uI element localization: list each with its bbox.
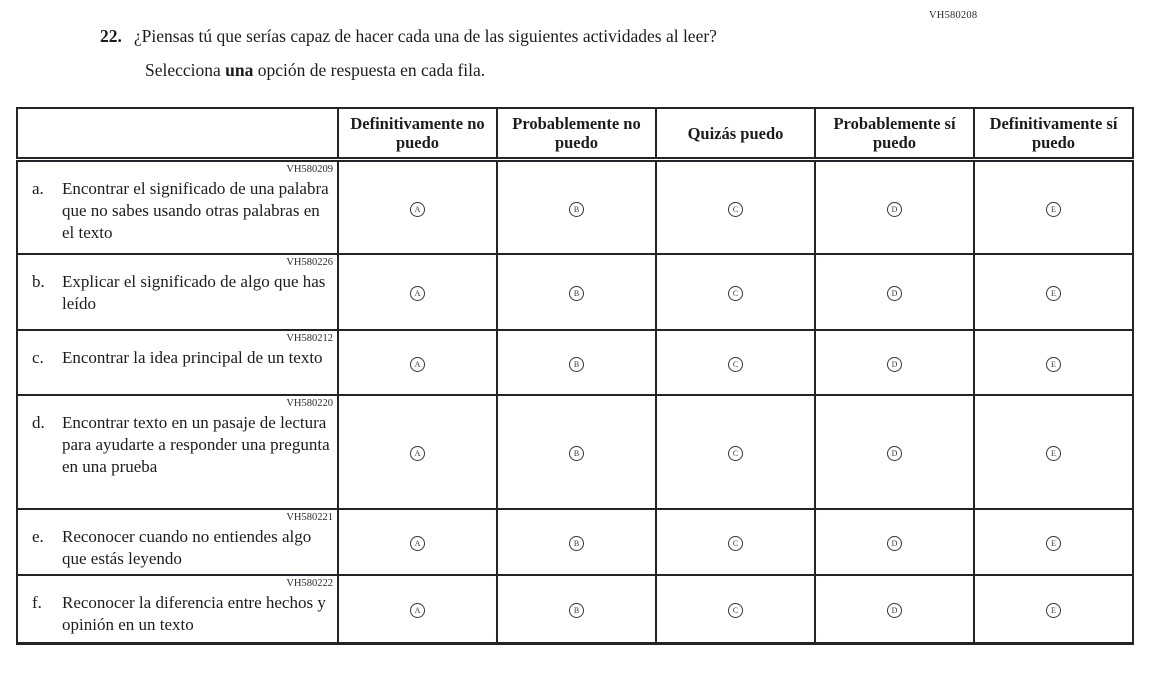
option-bubble-e[interactable]: E — [1046, 286, 1061, 301]
table-row — [17, 254, 1133, 330]
row-item-label — [18, 176, 337, 248]
option-cell — [974, 395, 1133, 509]
option-cell — [656, 160, 815, 255]
row-item-label — [18, 410, 337, 482]
option-cell — [815, 575, 974, 644]
option-cell — [656, 330, 815, 395]
option-cell — [497, 395, 656, 509]
row-label-cell — [17, 509, 338, 575]
row-label-cell — [17, 254, 338, 330]
option-bubble-d[interactable]: D — [887, 202, 902, 217]
option-bubble-d[interactable]: D — [887, 286, 902, 301]
option-cell — [815, 160, 974, 255]
row-item-label — [18, 345, 337, 373]
row-item-text: Encontrar el significado de una palabra que no sabes usando otras palabras en el texto — [62, 179, 329, 242]
row-item-code: VH580209 — [286, 164, 333, 175]
option-bubble-c[interactable]: C — [728, 286, 743, 301]
row-item-code: VH580226 — [286, 257, 333, 268]
option-bubble-c[interactable]: C — [728, 603, 743, 618]
option-cell — [497, 330, 656, 395]
header-probably-cannot: Probablemente no puedo — [497, 108, 656, 160]
table-row — [17, 509, 1133, 575]
row-label-cell — [17, 575, 338, 644]
option-cell — [656, 575, 815, 644]
option-cell — [656, 254, 815, 330]
option-bubble-b[interactable]: B — [569, 202, 584, 217]
header-definitely-can: Definitivamente sí puedo — [974, 108, 1133, 160]
option-cell — [974, 160, 1133, 255]
option-cell — [338, 254, 497, 330]
option-cell — [497, 575, 656, 644]
option-bubble-b[interactable]: B — [569, 536, 584, 551]
option-bubble-a[interactable]: A — [410, 446, 425, 461]
option-bubble-d[interactable]: D — [887, 536, 902, 551]
row-item-text: Reconocer la diferencia entre hechos y opinión en un texto — [62, 593, 326, 634]
option-bubble-c[interactable]: C — [728, 357, 743, 372]
option-bubble-e[interactable]: E — [1046, 446, 1061, 461]
row-item-text: Encontrar la idea principal de un texto — [62, 348, 323, 367]
option-bubble-e[interactable]: E — [1046, 603, 1061, 618]
option-bubble-a[interactable]: A — [410, 603, 425, 618]
option-bubble-e[interactable]: E — [1046, 202, 1061, 217]
question-line — [100, 26, 717, 47]
row-item-code: VH580212 — [286, 333, 333, 344]
header-probably-can: Probablemente sí puedo — [815, 108, 974, 160]
option-cell — [974, 509, 1133, 575]
option-cell — [497, 509, 656, 575]
option-cell — [815, 254, 974, 330]
row-item-text: Explicar el significado de algo que has leído — [62, 272, 326, 313]
option-cell — [656, 509, 815, 575]
instruction-line — [145, 60, 485, 81]
row-item-label — [18, 524, 337, 574]
option-bubble-a[interactable]: A — [410, 286, 425, 301]
row-item-letter: c. — [32, 348, 44, 367]
option-cell — [497, 254, 656, 330]
option-cell — [974, 254, 1133, 330]
option-cell — [974, 330, 1133, 395]
option-bubble-c[interactable]: C — [728, 202, 743, 217]
row-item-letter: a. — [32, 179, 44, 198]
response-matrix-table — [16, 107, 1134, 645]
option-cell — [497, 160, 656, 255]
row-item-letter: b. — [32, 272, 45, 291]
option-cell — [815, 509, 974, 575]
option-cell — [815, 330, 974, 395]
row-item-code: VH580220 — [286, 398, 333, 409]
instruction-suffix: opción de respuesta en cada fila. — [253, 60, 486, 80]
option-cell — [338, 160, 497, 255]
option-bubble-d[interactable]: D — [887, 446, 902, 461]
table-row — [17, 395, 1133, 509]
option-bubble-c[interactable]: C — [728, 536, 743, 551]
option-bubble-a[interactable]: A — [410, 202, 425, 217]
option-bubble-b[interactable]: B — [569, 357, 584, 372]
option-bubble-e[interactable]: E — [1046, 357, 1061, 372]
option-bubble-b[interactable]: B — [569, 446, 584, 461]
option-bubble-d[interactable]: D — [887, 357, 902, 372]
row-item-text: Reconocer cuando no entiendes algo que estás leyendo — [62, 527, 312, 568]
instruction-bold-word: una — [225, 60, 254, 80]
option-bubble-e[interactable]: E — [1046, 536, 1061, 551]
instruction-prefix: Selecciona — [145, 60, 226, 80]
row-item-text: Encontrar texto en un pasaje de lectura para ayudarte a responder una pregunta en una prueba — [62, 413, 330, 476]
option-cell — [338, 575, 497, 644]
row-item-label — [18, 590, 337, 640]
row-label-cell — [17, 395, 338, 509]
question-number: 22. — [100, 26, 122, 46]
option-bubble-b[interactable]: B — [569, 603, 584, 618]
option-bubble-d[interactable]: D — [887, 603, 902, 618]
row-label-cell — [17, 330, 338, 395]
option-bubble-a[interactable]: A — [410, 536, 425, 551]
question-text: ¿Piensas tú que serías capaz de hacer cada una de las siguientes actividades al leer? — [133, 26, 717, 46]
header-definitely-cannot: Definitivamente no puedo — [338, 108, 497, 160]
row-item-code: VH580222 — [286, 578, 333, 589]
option-cell — [338, 509, 497, 575]
table-row — [17, 575, 1133, 644]
option-bubble-c[interactable]: C — [728, 446, 743, 461]
row-item-label — [18, 269, 337, 319]
table-row — [17, 330, 1133, 395]
option-cell — [338, 330, 497, 395]
option-cell — [656, 395, 815, 509]
row-item-letter: f. — [32, 593, 42, 612]
form-code: VH580208 — [929, 10, 978, 21]
option-cell — [974, 575, 1133, 644]
option-bubble-b[interactable]: B — [569, 286, 584, 301]
row-item-letter: e. — [32, 527, 44, 546]
header-empty-cell — [17, 108, 338, 160]
row-item-code: VH580221 — [286, 512, 333, 523]
option-bubble-a[interactable]: A — [410, 357, 425, 372]
matrix-header — [17, 108, 1133, 160]
row-item-letter: d. — [32, 413, 45, 432]
option-cell — [815, 395, 974, 509]
table-row — [17, 160, 1133, 255]
row-label-cell — [17, 160, 338, 255]
header-maybe-can: Quizás puedo — [656, 108, 815, 160]
option-cell — [338, 395, 497, 509]
